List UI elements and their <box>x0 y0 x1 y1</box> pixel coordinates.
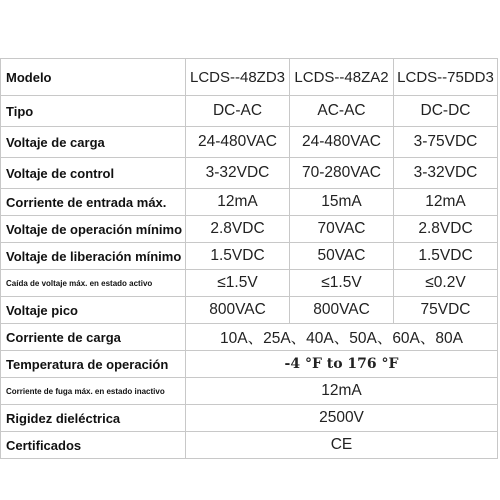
row-label: Corriente de carga <box>1 324 186 351</box>
cell-value: 12mA <box>394 189 498 216</box>
cell-value-merged: 2500V <box>186 405 498 432</box>
table-row <box>1 432 498 459</box>
specifications-table <box>0 58 498 459</box>
row-label: Temperatura de operación <box>1 351 186 378</box>
cell-value: 2.8VDC <box>394 216 498 243</box>
row-label: Tipo <box>1 96 186 127</box>
row-label: Corriente de entrada máx. <box>1 189 186 216</box>
row-label: Rigidez dieléctrica <box>1 405 186 432</box>
cell-value: 3-32VDC <box>394 158 498 189</box>
row-label: Corriente de fuga máx. en estado inactivo <box>1 378 186 405</box>
cell-value-merged: CE <box>186 432 498 459</box>
table-row <box>1 297 498 324</box>
row-label: Voltaje de control <box>1 158 186 189</box>
cell-value: 24-480VAC <box>290 127 394 158</box>
cell-value: 50VAC <box>290 243 394 270</box>
model-1: LCDS--48ZD3 <box>186 59 290 96</box>
row-label: Voltaje pico <box>1 297 186 324</box>
cell-value: 800VAC <box>290 297 394 324</box>
table-row <box>1 127 498 158</box>
cell-value: 2.8VDC <box>186 216 290 243</box>
cell-value: 3-75VDC <box>394 127 498 158</box>
row-label: Voltaje de operación mínimo <box>1 216 186 243</box>
cell-value: DC-DC <box>394 96 498 127</box>
row-label: Voltaje de liberación mínimo <box>1 243 186 270</box>
cell-value: 800VAC <box>186 297 290 324</box>
cell-value: 1.5VDC <box>394 243 498 270</box>
cell-value-merged: -4 °F to 176 °F <box>186 351 498 378</box>
table-row <box>1 96 498 127</box>
cell-value: 15mA <box>290 189 394 216</box>
table-row <box>1 351 498 378</box>
cell-value: 70-280VAC <box>290 158 394 189</box>
cell-value: ≤1.5V <box>290 270 394 297</box>
cell-value: 70VAC <box>290 216 394 243</box>
row-label: Voltaje de carga <box>1 127 186 158</box>
table-row <box>1 216 498 243</box>
header-label: Modelo <box>1 59 186 96</box>
table-row <box>1 270 498 297</box>
model-2: LCDS--48ZA2 <box>290 59 394 96</box>
cell-value: 1.5VDC <box>186 243 290 270</box>
cell-value: 24-480VAC <box>186 127 290 158</box>
model-3: LCDS--75DD3 <box>394 59 498 96</box>
table-row <box>1 158 498 189</box>
cell-value: AC-AC <box>290 96 394 127</box>
table-row <box>1 378 498 405</box>
cell-value: ≤0.2V <box>394 270 498 297</box>
table-row <box>1 189 498 216</box>
row-label: Caída de voltaje máx. en estado activo <box>1 270 186 297</box>
cell-value: 3-32VDC <box>186 158 290 189</box>
table-row <box>1 243 498 270</box>
cell-value-merged: 10A、25A、40A、50A、60A、80A <box>186 324 498 351</box>
cell-value: 75VDC <box>394 297 498 324</box>
cell-value-merged: 12mA <box>186 378 498 405</box>
table-row <box>1 405 498 432</box>
cell-value: DC-AC <box>186 96 290 127</box>
cell-value: ≤1.5V <box>186 270 290 297</box>
row-label: Certificados <box>1 432 186 459</box>
cell-value: 12mA <box>186 189 290 216</box>
header-row <box>1 59 498 96</box>
table-row <box>1 324 498 351</box>
